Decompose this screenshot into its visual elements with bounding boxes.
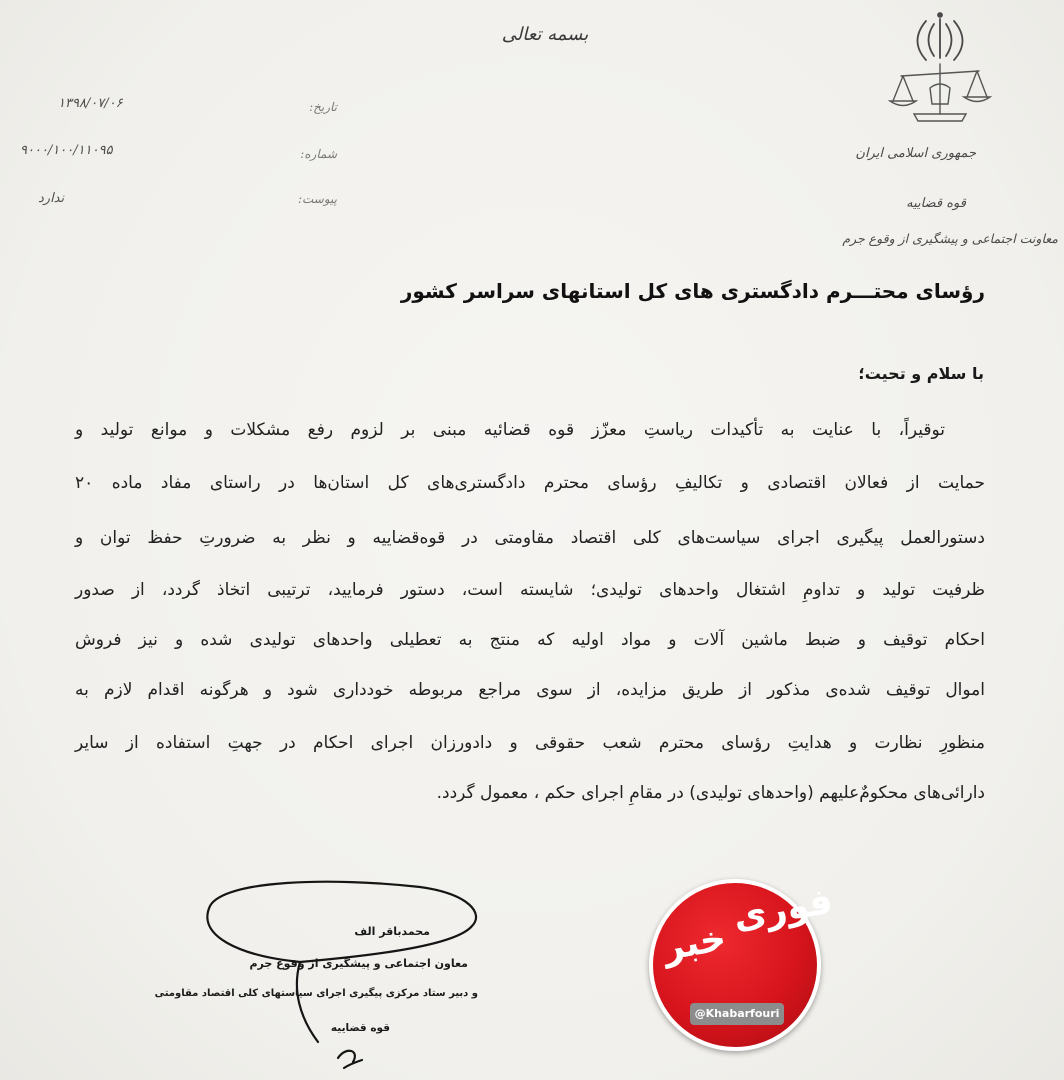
body-line: اموال توقیف شده‌ی مذکور از طریق مزایده، از سوی مراجع مربوطه خودداری شود و هرگونه اقدام لازم به (75, 680, 985, 700)
org-line-department: معاونت اجتماعی و پیشگیری از وقوع جرم (842, 231, 1058, 246)
invocation-text: بسمه تعالی (501, 24, 589, 45)
logo-word-khabar: خبر (659, 917, 730, 970)
signer-name: محمدباقر الف (354, 925, 430, 938)
body-line: توقیراً، با عنایت به تأکیدات ریاستِ معزّز قوه قضائیه مبنی بر لزوم رفع مشکلات و موانع تولید و (75, 420, 945, 440)
org-line-judiciary: قوه قضاییه (906, 196, 966, 211)
body-line: حمایت از فعالان اقتصادی و تکالیفِ رؤسای محترم دادگستری‌های کل استان‌ها در راستای مفاد ماده ۲۰ (75, 473, 985, 493)
date-label: تاریخ: (309, 100, 337, 114)
body-line: دستورالعمل پیگیری اجرای سیاست‌های کلی اقتصاد مقاومتی در قوه‌قضاییه و نظر به ضرورتِ حفظ توان و (75, 528, 985, 548)
body-line: احکام توقیف و ضبط ماشین آلات و مواد اولیه که منتج به تعطیلی واحدهای تولیدی شده و نیز فروش (75, 630, 985, 650)
body-line: منظورِ نظارت و هدایتِ رؤسای محترم شعب حقوقی و دادورزان اجرای احکام در جهتِ استفاده از سایر (75, 733, 985, 753)
attachment-value: ندارد (38, 191, 65, 206)
signer-organization: قوه قضاییه (330, 1022, 390, 1034)
handwritten-signature-icon (207, 882, 476, 1068)
date-value: ۱۳۹۸/۰۷/۰۶ (58, 96, 123, 111)
logo-word-fouri: فوری (730, 880, 836, 939)
number-label: شماره: (300, 147, 337, 161)
number-value: ۹۰۰۰/۱۰۰/۱۱۰۹۵ (20, 143, 113, 158)
attachment-label: پیوست: (297, 192, 337, 206)
org-line-country: جمهوری اسلامی ایران (855, 146, 976, 161)
body-line-last: دارائی‌های محکومٌ‌علیهم (واحدهای تولیدی) در مقامِ اجرای حکم ، معمول گردد. (436, 783, 985, 803)
watermark-logo (649, 879, 836, 1051)
letter-greeting: با سلام و تحیت؛ (858, 364, 984, 383)
letter-addressee: رؤسای محتـــرم دادگستری های کل استانهای سراسر کشور (400, 279, 985, 303)
iran-emblem-icon (918, 13, 963, 60)
signer-title: معاون اجتماعی و پیشگیری از وقوع جرم (249, 957, 468, 970)
signer-title-secondary: و دبیر ستاد مرکزی پیگیری اجرای سیاستهای کلی اقتصاد مقاومتی (154, 988, 478, 999)
scales-of-justice-icon (890, 64, 990, 121)
logo-handle-badge: @Khabarfouri (690, 1003, 784, 1025)
body-line: ظرفیت تولید و تداومِ اشتغال واحدهای تولیدی؛ شایسته است، دستور فرمایید، ترتیبی اتخاذ گردد، از صدور (75, 580, 985, 600)
